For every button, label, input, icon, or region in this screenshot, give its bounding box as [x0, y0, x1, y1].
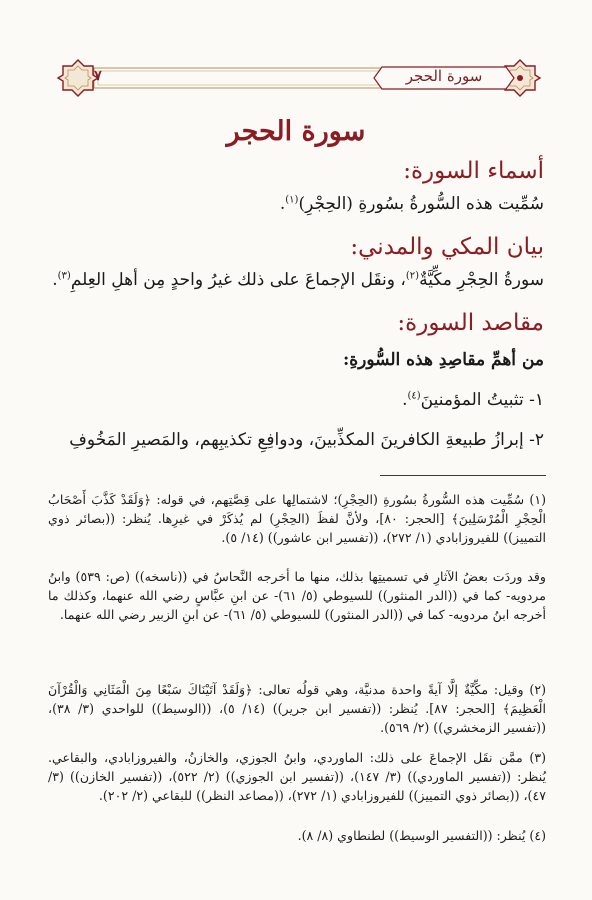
- footnote-ref-2[interactable]: (٢): [405, 270, 420, 282]
- aims-item-1-end: .: [402, 390, 408, 410]
- header-surah-name: سورة الحجر: [405, 67, 483, 85]
- names-paragraph: [280, 194, 544, 214]
- aims-item-2: ٢- إبرازُ طبيعةِ الكافرينَ المكذِّبينَ، ودوافِعِ تكذيبِهم، والمَصيرِ المَخُوفِ: [69, 430, 544, 450]
- page-number: ٧: [94, 68, 102, 84]
- footnote-1: (١) سُمِّيت هذه السُّورةُ بسُورةِ (الحِجْرِ)؛ لاشتمالِها على قِصَّتِهم، في قوله: ﴿وَلَقَدْ كَذَّبَ أَصْحَابُ الْحِجْرِ الْمُرْسَلِينَ﴾ [الحجر: ٨٠]، ولأنَّ لفظَ (الحِجْرِ) لم يُذكَرْ في غيرِها. يُنظر: ((بصائر ذوي التمييز)) للفيروزابادي (١/ ٢٧٢)، ((تفسير ابن عاشور)) (١٤/ ٥).: [48, 492, 546, 545]
- section-heading-names: أسماء السورة:: [403, 158, 544, 184]
- makki-text-a: سورةُ الحِجْرِ مكِّيَّةٌ: [419, 270, 544, 290]
- makki-text-b: ، ونقَل الإجماعَ على ذلك غيرُ واحدٍ مِن أهلِ العِلمِ: [70, 270, 406, 290]
- footnote-3: (٣) ممَّن نقَل الإجماعَ على ذلك: الماوردي، وابنُ الجوزي، والخازنُ، والفيروزابادي، والبقاعي. يُنظر: ((تفسير الماوردي)) (٣/ ١٤٧)، ((تفسير ابن الجوزي)) (٢/ ٥٢٢)، ((تفسير الخازن)) (٣/ ٤٧)، ((بصائر ذوي التمييز)) للفيروزابادي (١/ ٢٧٢)، ((مصاعد النظر)) للبقاعي (٢/ ٢٠٢).: [48, 750, 547, 803]
- page-title: سورة الحجر: [226, 116, 366, 147]
- section-heading-makki: بيان المكي والمدني:: [350, 234, 544, 260]
- section-heading-aims: مقاصد السورة:: [397, 310, 544, 336]
- footnote-4: (٤) يُنظر: ((التفسير الوسيط)) لطنطاوي (٨/ ٨).: [297, 828, 546, 843]
- footnote-ref-4[interactable]: (٤): [407, 390, 421, 402]
- footnote-1-continued: وقد وردَت بعضُ الآثارِ في تسميتِها بذلك، منها ما أخرجه النَّحاسُ في ((ناسخه)) (ص: ٥٣٩) وابنُ مردويه- كما في ((الدر المنثور)) للسيوطي (٥/ ٦١)- عن ابنِ عبَّاسٍ رضي الله عنهما، وكذلك ما أخرجه ابنُ مردويه- كما في ((الدر المنثور)) للسيوطي (٥/ ٦١)- عن ابنِ الزبير رضي الله عنهما.: [48, 569, 546, 622]
- footnote-separator: [380, 475, 546, 476]
- aims-item-1: [402, 390, 544, 410]
- names-text: سُمِّيت هذه السُّورةُ بسُورةِ (الحِجْرِ): [298, 194, 544, 214]
- makki-end: .: [52, 270, 58, 290]
- aims-intro: من أهمِّ مقاصِدِ هذه السُّورةِ:: [342, 350, 544, 370]
- names-end: .: [279, 194, 286, 214]
- footnote-ref-1[interactable]: (١): [285, 194, 299, 206]
- page-header: [54, 58, 544, 98]
- footnote-ref-3[interactable]: (٣): [57, 270, 71, 282]
- makki-paragraph: [52, 270, 544, 290]
- aims-item-1-text: ١- تثبيتُ المؤمنينَ: [420, 390, 544, 410]
- footnote-2: (٢) وقيل: مكِّيَّةٌ إلَّا آيةً واحدة مدنيَّة، وهي قولُه تعالى: ﴿وَلَقَدْ آتَيْنَاكَ سَبْعًا مِنَ الْمَثَانِي وَالْقُرْآنَ الْعَظِيمَ﴾ [الحجر: ٨٧]. يُنظر: ((تفسير ابن جرير)) (١٤/ ٥)، ((الوسيط)) للواحدي (٣/ ٣٨)، ((تفسير الزمخشري)) (٢/ ٥٦٩).: [48, 682, 547, 735]
